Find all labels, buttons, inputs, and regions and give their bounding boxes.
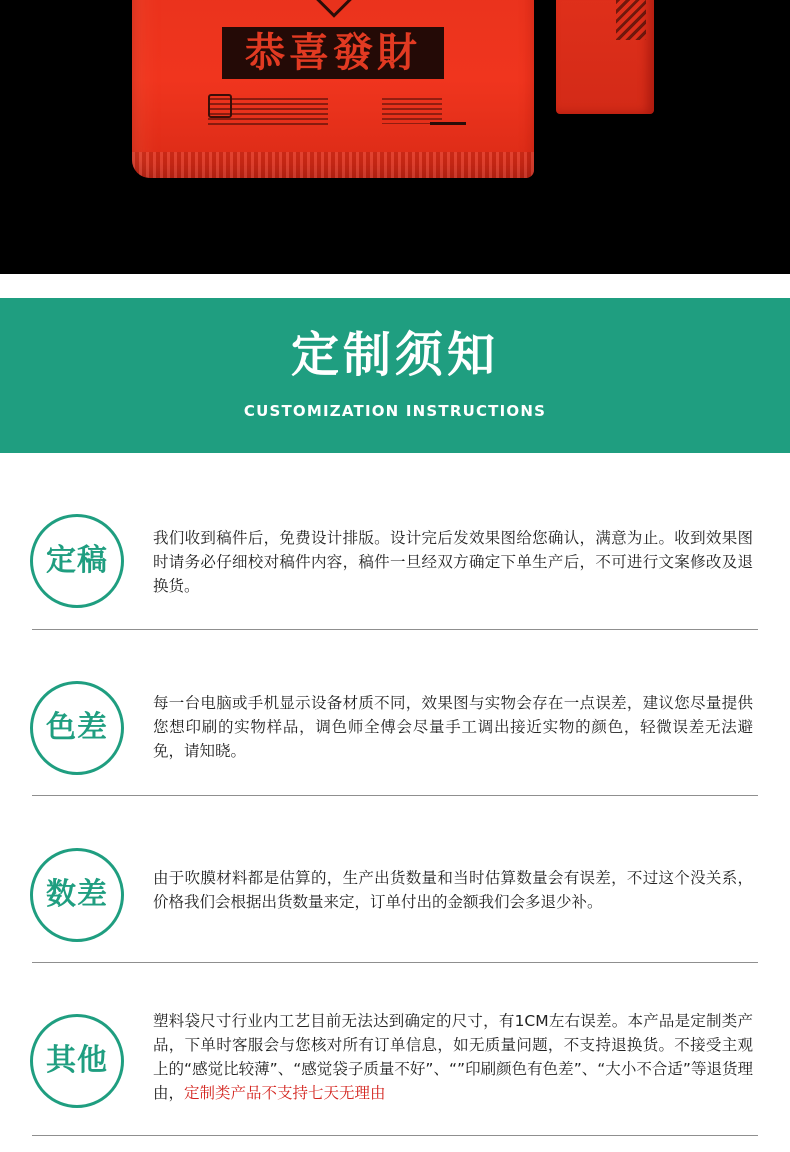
bag-dash-mark — [430, 122, 466, 125]
section-header — [0, 298, 790, 453]
label-circle — [30, 1014, 124, 1108]
label-text: 其他 — [46, 1043, 108, 1078]
divider — [32, 1135, 758, 1136]
label-circle — [30, 848, 124, 942]
notice-item-finalize — [30, 514, 758, 610]
label-text: 定稿 — [46, 543, 108, 578]
notice-item-color-difference — [30, 681, 758, 777]
label-text: 数差 — [46, 877, 108, 912]
section-title: 定制须知 — [290, 327, 499, 383]
bag-banner-text: 恭喜發財 — [245, 29, 421, 76]
divider — [32, 795, 758, 796]
item-description: 我们收到稿件后，免费设计排版。设计完后发效果图给您确认，满意为止。收到效果图时请务必仔细校对稿件内容，稿件一旦经双方确定下单生产后，不可进行文案修改及退换货。 — [153, 529, 753, 595]
highlight-text: 定制类产品不支持七天无理由 — [184, 1084, 386, 1102]
divider — [32, 962, 758, 963]
bag-fine-print — [208, 98, 328, 128]
divider — [32, 629, 758, 630]
bag-print-banner — [222, 27, 444, 79]
notice-item-quantity-difference — [30, 848, 758, 944]
diamond-emblem-icon — [314, 0, 354, 18]
red-plastic-bag-large — [132, 0, 534, 178]
bag-fine-print-right — [382, 98, 442, 124]
label-circle — [30, 514, 124, 608]
item-description-text: 塑料袋尺寸行业内工艺目前无法达到确定的尺寸，有1CM左右误差。本产品是定制类产品，下单时客服会与您核对所有订单信息，如无质量问题，不支持退换货。不接受主观上的“感觉比较薄”、“感觉袋子质量不好”、“”印刷颜色有色差”、“大小不合适”等退货理由， — [153, 1012, 753, 1102]
label-text: 色差 — [46, 710, 108, 745]
product-photo — [0, 0, 790, 274]
red-plastic-bag-small — [556, 0, 654, 114]
item-description — [153, 1009, 753, 1105]
item-description: 每一台电脑或手机显示设备材质不同，效果图与实物会存在一点误差，建议您尽量提供您想印刷的实物样品，调色师全傅会尽量手工调出接近实物的颜色，轻微误差无法避免，请知晓。 — [153, 694, 753, 760]
label-circle — [30, 681, 124, 775]
item-description: 由于吹膜材料都是估算的，生产出货数量和当时估算数量会有误差，不过这个没关系，价格我们会根据出货数量来定，订单付出的金额我们会多退少补。 — [153, 869, 753, 911]
section-subtitle: CUSTOMIZATION INSTRUCTIONS — [243, 402, 547, 420]
notice-item-other — [30, 1014, 758, 1110]
